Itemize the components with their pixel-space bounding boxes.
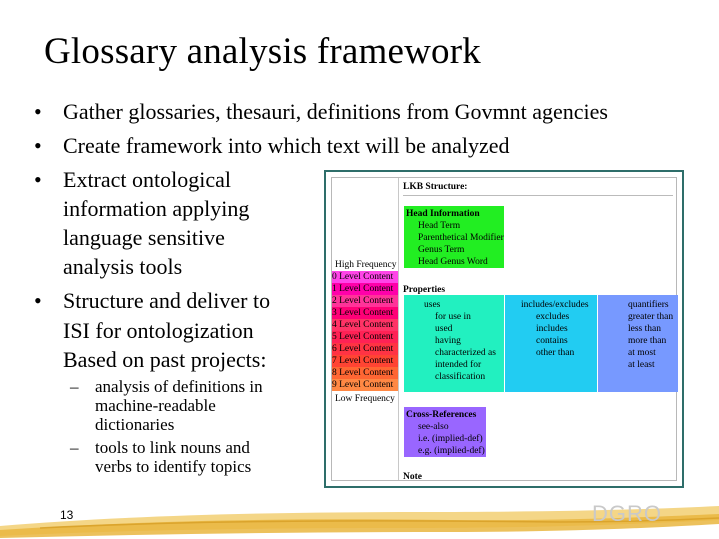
cross-reference-item: i.e. (implied-def) [418,434,483,444]
dgrc-logo: DGRO [592,501,662,526]
slide-title: Glossary analysis framework [44,31,481,72]
level-1-content: 1 Level Content [332,283,398,295]
bullet-text: Create framework into which text will be analyzed [63,133,510,158]
sub-bullet-text: dictionaries [95,415,175,434]
dash-glyph: – [70,377,79,396]
quantifiers-item: at most [628,348,656,358]
bullet-text: information applying [63,196,250,221]
uses-heading: uses [424,300,441,310]
cross-references-box [404,407,486,457]
bullet-text: analysis tools [63,254,183,279]
page-number: 13 [60,508,74,522]
quantifiers-item: more than [628,336,667,346]
low-frequency-label: Low Frequency [335,394,395,404]
bullet-glyph: • [34,133,42,158]
head-information-box [404,206,504,268]
title-divider [403,195,673,196]
uses-item: classification [435,372,486,382]
lkb-structure-panel [331,177,677,481]
cross-reference-item: e.g. (implied-def) [418,446,485,456]
includes-excludes-item: excludes [536,312,570,322]
includes-excludes-heading: includes/excludes [521,300,589,310]
bullet-text: Gather glossaries, thesauri, definitions from Govmnt agencies [63,99,608,124]
bullet-glyph: • [34,99,42,124]
includes-excludes-item: other than [536,348,575,358]
head-info-item: Head Genus Word [418,257,488,267]
lkb-structure-figure [324,170,684,488]
uses-item: used [435,324,453,334]
cross-references-title: Cross-References [406,410,477,420]
quantifiers-item: less than [628,324,661,334]
uses-item: characterized as [435,348,496,358]
quantifiers-heading: quantifiers [628,300,669,310]
properties-title: Properties [403,285,446,295]
level-5-content: 5 Level Content [332,331,398,343]
bullet-glyph: • [34,167,42,192]
high-frequency-label: High Frequency [335,260,397,270]
uses-item: having [435,336,461,346]
level-7-content: 7 Level Content [332,355,398,367]
bullet-text: ISI for ontologization [63,318,254,343]
dash-glyph: – [70,438,79,457]
level-6-content: 6 Level Content [332,343,398,355]
sub-bullet-text: verbs to identify topics [95,457,252,476]
level-8-content: 8 Level Content [332,367,398,379]
sub-bullet-text: analysis of definitions in [95,377,263,396]
head-info-item: Parenthetical Modifier [418,233,504,243]
level-3-content: 3 Level Content [332,307,398,319]
quantifiers-item: at least [628,360,655,370]
quantifiers-box [598,295,678,392]
head-info-item: Genus Term [418,245,465,255]
level-4-content: 4 Level Content [332,319,398,331]
uses-item: intended for [435,360,482,370]
includes-excludes-box [505,295,597,392]
bullet-text: Structure and deliver to [63,288,271,313]
note-label: Note [403,472,422,482]
sub-bullet-text: machine-readable [95,396,216,415]
bullet-glyph: • [34,288,42,313]
lkb-structure-title: LKB Structure: [403,182,468,192]
includes-excludes-item: contains [536,336,568,346]
bullet-text: Based on past projects: [63,347,267,372]
includes-excludes-item: includes [536,324,568,334]
quantifiers-item: greater than [628,312,674,322]
uses-item: for use in [435,312,471,322]
head-information-title: Head Information [406,209,480,219]
bullet-text: Extract ontological [63,167,231,192]
cross-reference-item: see-also [418,422,449,432]
level-0-content: 0 Level Content [332,271,398,283]
frequency-column [332,178,399,480]
head-info-item: Head Term [418,221,461,231]
bullet-text: language sensitive [63,225,225,250]
uses-box [404,295,504,392]
level-2-content: 2 Level Content [332,295,398,307]
sub-bullet-text: tools to link nouns and [95,438,250,457]
level-9-content: 9 Level Content [332,379,398,391]
